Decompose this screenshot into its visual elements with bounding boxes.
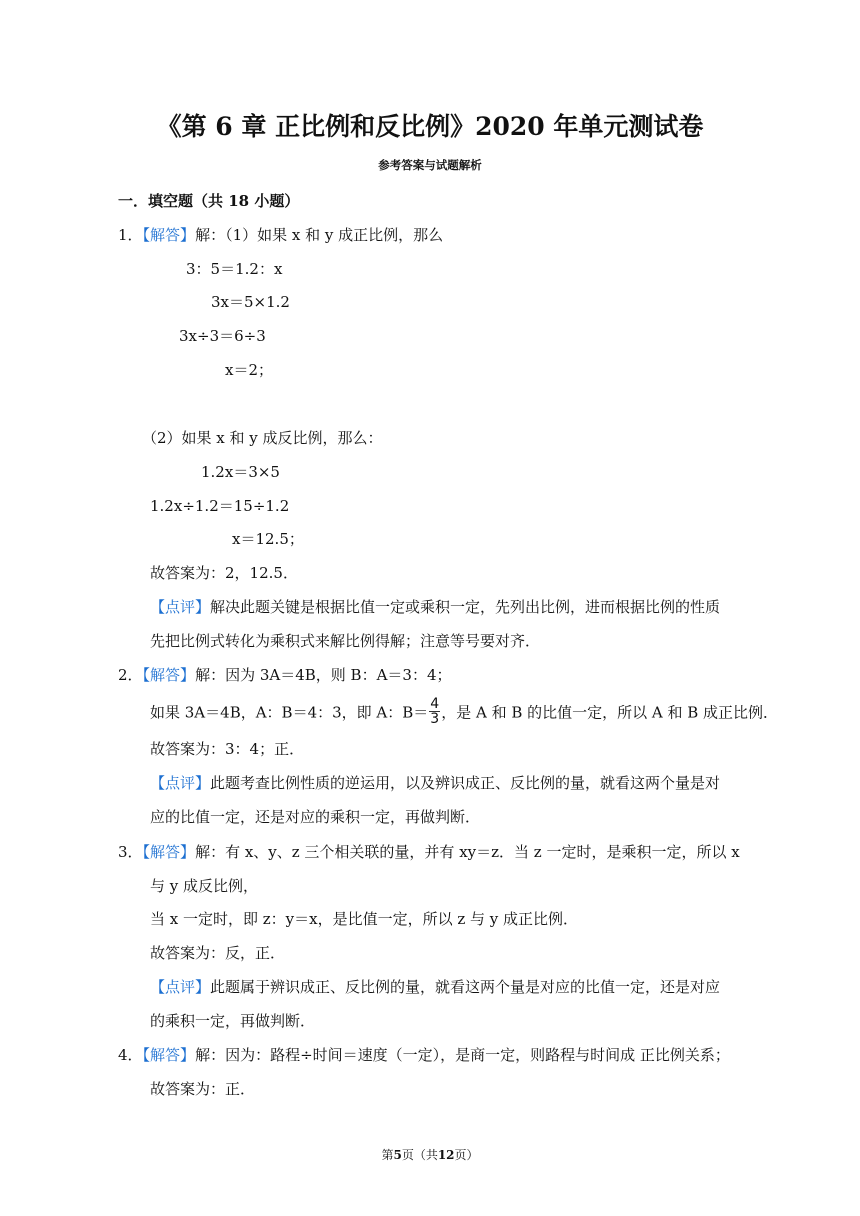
- total-pages: 12: [437, 1148, 455, 1162]
- answer-tag: 【解答】: [142, 226, 196, 244]
- answer-result: 故答案为：2，12.5．: [150, 564, 298, 582]
- footer-text: 页）: [454, 1148, 479, 1162]
- document-subtitle: 参考答案与试题解析: [378, 158, 482, 172]
- comment-tag: 【点评】: [150, 978, 211, 996]
- fraction-denominator: 3: [430, 711, 440, 727]
- comment-text: 此题考查比例性质的逆运用，以及辨识成正、反比例的量，就看这两个量是对: [210, 774, 721, 792]
- answer-result: 故答案为：3：4；正．: [150, 740, 305, 758]
- equation-line: 3：5＝1.2：x: [186, 260, 283, 278]
- question-text: ，是 A 和 B 的比值一定，所以 A 和 B 成正比例．: [441, 703, 779, 722]
- equation-line: 1.2x＝3×5: [201, 463, 280, 481]
- question-4-intro: [118, 1045, 730, 1065]
- question-text: 解：因为 3A＝4B，则 B：A＝3：4；: [195, 666, 452, 684]
- comment-line: 先把比例式转化为乘积式来解比例得解；注意等号要对齐．: [150, 632, 541, 650]
- section-heading: 一．填空题（共 18 小题）: [118, 192, 300, 210]
- fraction-numerator: 4: [430, 696, 440, 712]
- comment-text: 此题属于辨识成正、反比例的量，就看这两个量是对应的比值一定，还是对应: [210, 978, 721, 996]
- answer-tag: 【解答】: [142, 666, 196, 684]
- comment-tag: 【点评】: [150, 598, 211, 616]
- question-2-intro: [118, 665, 452, 685]
- question-1-intro: [118, 225, 443, 245]
- footer-text: 页（共: [401, 1148, 438, 1162]
- equation-line: 3x＝5×1.2: [211, 293, 290, 311]
- question-2-line: [150, 696, 779, 728]
- question-3-intro: [118, 842, 740, 862]
- page-number: 5: [393, 1148, 402, 1162]
- question-text: 与 y 成反比例，: [150, 877, 259, 895]
- equation-line: 1.2x÷1.2＝15÷1.2: [150, 497, 290, 515]
- equation-line: 3x÷3＝6÷3: [179, 327, 266, 345]
- comment-line: [150, 977, 720, 997]
- question-number: 1．: [118, 226, 143, 244]
- question-text: 如果 3A＝4B，A：B＝4：3，即 A：B＝: [150, 703, 429, 722]
- answer-result: 故答案为：反，正．: [150, 944, 286, 962]
- question-1-part2: （2）如果 x 和 y 成反比例，那么：: [142, 429, 383, 447]
- answer-tag: 【解答】: [142, 843, 196, 861]
- answer-result: 故答案为：正．: [150, 1080, 256, 1098]
- comment-line: 应的比值一定，还是对应的乘积一定，再做判断．: [150, 808, 481, 826]
- footer-text: 第: [381, 1148, 394, 1162]
- comment-text: 解决此题关键是根据比值一定或乘积一定，先列出比例，进而根据比例的性质: [210, 598, 721, 616]
- question-number: 2．: [118, 666, 143, 684]
- equation-line: x＝12.5；: [232, 530, 304, 548]
- comment-line: [150, 773, 720, 793]
- answer-tag: 【解答】: [142, 1046, 196, 1064]
- fraction: [429, 697, 440, 726]
- page-footer: [0, 1146, 860, 1163]
- document-title: 《第 6 章 正比例和反比例》2020 年单元测试卷: [156, 112, 704, 141]
- question-text: 解：因为：路程÷时间＝速度（一定），是商一定，则路程与时间成 正比例关系；: [195, 1046, 730, 1064]
- comment-tag: 【点评】: [150, 774, 211, 792]
- comment-line: [150, 597, 720, 617]
- question-text: 解：有 x、y、z 三个相关联的量，并有 xy＝z．当 z 一定时，是乘积一定，所以 x: [195, 843, 740, 861]
- question-text: 解：（1）如果 x 和 y 成正比例，那么: [195, 226, 444, 244]
- equation-line: x＝2；: [225, 361, 274, 379]
- question-text: 当 x 一定时，即 z：y＝x，是比值一定，所以 z 与 y 成正比例．: [150, 910, 579, 928]
- question-number: 3．: [118, 843, 143, 861]
- comment-line: 的乘积一定，再做判断．: [150, 1012, 316, 1030]
- question-number: 4．: [118, 1046, 143, 1064]
